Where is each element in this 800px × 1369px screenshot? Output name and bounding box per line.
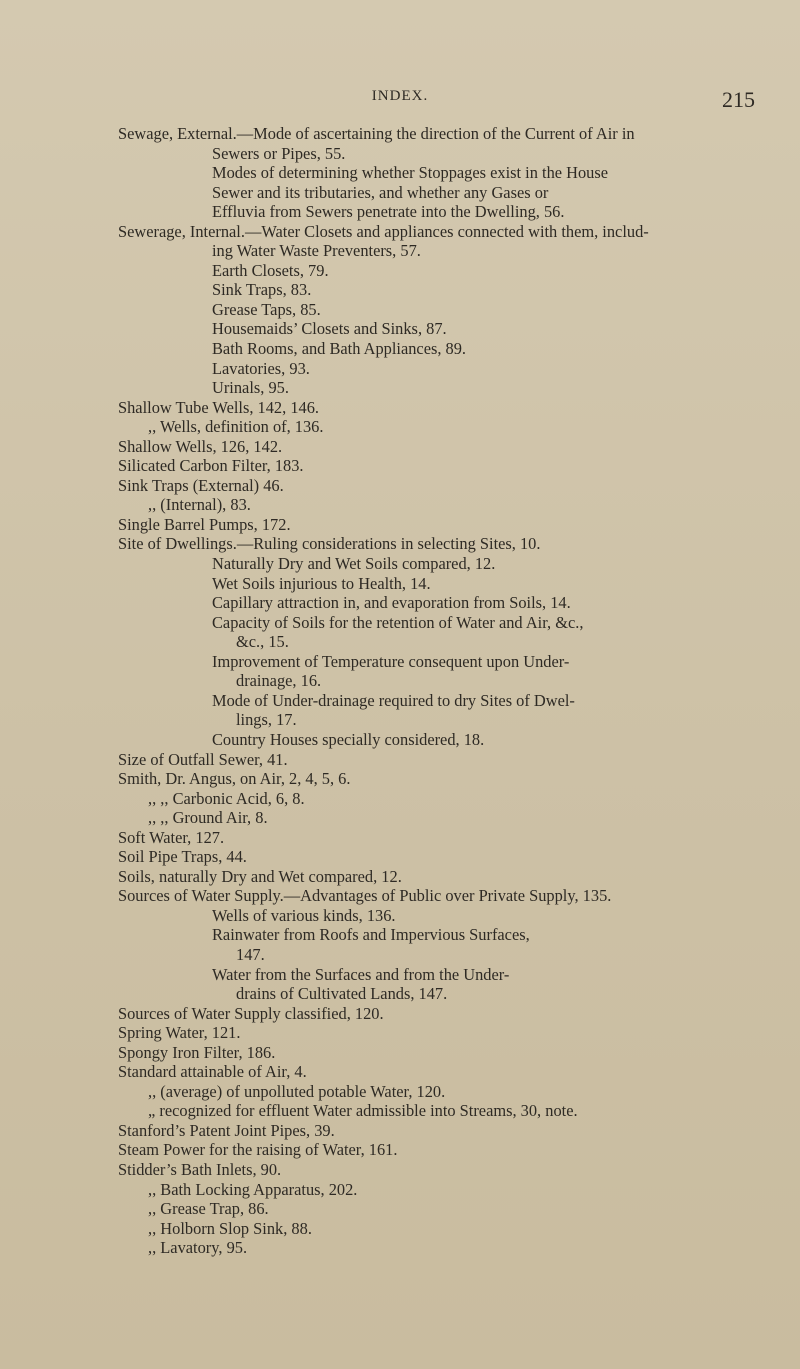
- index-entries: [118, 124, 778, 1258]
- index-entry: Sewerage, Internal.—Water Closets and appliances connected with them, includ-: [118, 221, 649, 241]
- index-subentry: Bath Rooms, and Bath Appliances, 89.: [212, 339, 467, 359]
- index-subentry: Wells of various kinds, 136.: [212, 905, 396, 925]
- index-entry: Sewage, External.—Mode of ascertaining the direction of the Current of Air in: [118, 124, 635, 143]
- index-entry: Spongy Iron Filter, 186.: [118, 1042, 276, 1062]
- index-continuation: drainage, 16.: [236, 671, 322, 691]
- index-entry: Sources of Water Supply classified, 120.: [118, 1003, 384, 1023]
- index-entry: Standard attainable of Air, 4.: [118, 1062, 307, 1082]
- index-entry: Spring Water, 121.: [118, 1023, 241, 1043]
- index-subentry: Grease Taps, 85.: [212, 299, 321, 319]
- index-entry: Stanford’s Patent Joint Pipes, 39.: [118, 1120, 335, 1140]
- index-subentry: Earth Closets, 79.: [212, 260, 329, 280]
- index-entry: Soil Pipe Traps, 44.: [118, 847, 247, 867]
- index-entry: Steam Power for the raising of Water, 161.: [118, 1140, 398, 1160]
- index-ditto-entry: „ recognized for effluent Water admissible into Streams, 30, note.: [148, 1101, 578, 1121]
- index-entry: Sink Traps (External) 46.: [118, 475, 284, 495]
- index-entry: Shallow Wells, 126, 142.: [118, 436, 283, 456]
- index-subentry: Country Houses specially considered, 18.: [212, 729, 485, 749]
- index-subentry: Rainwater from Roofs and Impervious Surfaces,: [212, 925, 530, 945]
- index-entry: Stidder’s Bath Inlets, 90.: [118, 1159, 282, 1179]
- index-subentry: Sewer and its tributaries, and whether any Gases or: [212, 182, 549, 202]
- page-number: 215: [722, 87, 755, 112]
- index-ditto-entry: ,, Bath Locking Apparatus, 202.: [148, 1179, 358, 1199]
- index-subentry: Lavatories, 93.: [212, 358, 310, 378]
- index-ditto-entry: ,, Grease Trap, 86.: [148, 1199, 269, 1219]
- page-title: INDEX.: [371, 88, 429, 104]
- index-entry: Site of Dwellings.—Ruling considerations in selecting Sites, 10.: [118, 534, 541, 554]
- index-ditto-entry: ,, (average) of unpolluted potable Water, 120.: [148, 1081, 446, 1101]
- index-entry: Sources of Water Supply.—Advantages of Public over Private Supply, 135.: [118, 886, 612, 906]
- running-head: [0, 88, 800, 114]
- index-subentry: Capacity of Soils for the retention of Water and Air, &c.,: [212, 612, 584, 632]
- index-subentry: Mode of Under-drainage required to dry Sites of Dwel-: [212, 690, 575, 710]
- index-continuation: drains of Cultivated Lands, 147.: [236, 984, 448, 1004]
- index-entry: Smith, Dr. Angus, on Air, 2, 4, 5, 6.: [118, 769, 351, 789]
- index-subentry: Urinals, 95.: [212, 378, 289, 398]
- index-entry: Shallow Tube Wells, 142, 146.: [118, 397, 320, 417]
- index-subentry: Improvement of Temperature consequent upon Under-: [212, 651, 570, 671]
- index-entry: Soft Water, 127.: [118, 827, 225, 847]
- index-subentry: Housemaids’ Closets and Sinks, 87.: [212, 319, 447, 339]
- index-ditto-entry: ,, Holborn Slop Sink, 88.: [148, 1218, 312, 1238]
- index-entry: Soils, naturally Dry and Wet compared, 12.: [118, 866, 402, 886]
- index-ditto-entry: ,, Wells, definition of, 136.: [148, 417, 324, 437]
- index-subentry: Capillary attraction in, and evaporation from Soils, 14.: [212, 593, 571, 613]
- index-subentry: Effluvia from Sewers penetrate into the Dwelling, 56.: [212, 202, 565, 222]
- index-ditto-entry: ,, (Internal), 83.: [148, 495, 251, 515]
- index-entry: Single Barrel Pumps, 172.: [118, 514, 291, 534]
- index-ditto-entry: ,, ,, Ground Air, 8.: [148, 808, 268, 828]
- index-continuation: 147.: [236, 944, 265, 964]
- index-ditto-entry: ,, Lavatory, 95.: [148, 1238, 248, 1258]
- index-subentry: Water from the Surfaces and from the Under-: [212, 964, 510, 984]
- index-subentry: Naturally Dry and Wet Soils compared, 12.: [212, 554, 496, 574]
- index-entry: Size of Outfall Sewer, 41.: [118, 749, 288, 769]
- index-continuation: lings, 17.: [236, 710, 297, 730]
- index-ditto-entry: ,, ,, Carbonic Acid, 6, 8.: [148, 788, 305, 808]
- index-entry: Silicated Carbon Filter, 183.: [118, 456, 304, 476]
- index-subentry: Sewers or Pipes, 55.: [212, 143, 346, 163]
- index-subentry: ing Water Waste Preventers, 57.: [212, 241, 421, 261]
- index-subentry: Sink Traps, 83.: [212, 280, 312, 300]
- index-subentry: Modes of determining whether Stoppages exist in the House: [212, 163, 609, 183]
- index-continuation: &c., 15.: [236, 632, 289, 652]
- index-subentry: Wet Soils injurious to Health, 14.: [212, 573, 431, 593]
